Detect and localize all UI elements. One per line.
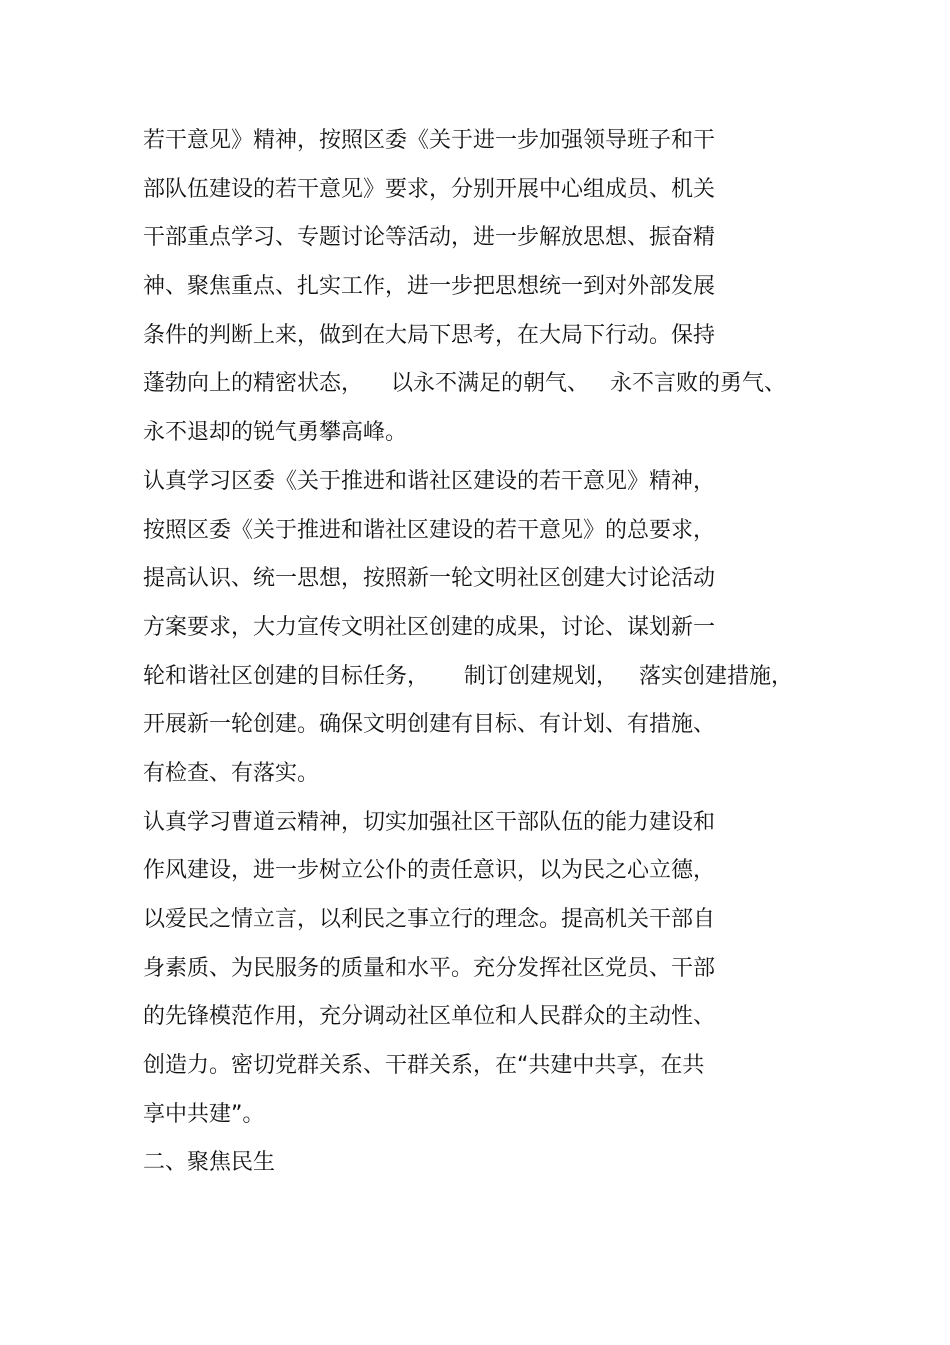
text-line-10: 提高认识、统一思想，按照新一轮文明社区创建大讨论活动 [143,566,716,592]
text-line-13: 开展新一轮创建。确保文明创建有目标、有计划、有措施、 [143,712,716,738]
text-line-7: 永不退却的锐气勇攀高峰。 [143,420,408,446]
text-line-6: 蓬勃向上的精密状态， 以永不满足的朝气、 永不言败的勇气、 [143,371,786,397]
text-line-11: 方案要求，大力宣传文明社区创建的成果，讨论、谋划新一 [143,614,716,640]
text-line-20: 创造力。密切党群关系、干群关系，在“共建中共享，在共 [143,1053,705,1079]
text-line-17: 以爱民之情立言，以利民之事立行的理念。提高机关干部自 [143,907,716,932]
text-line-19: 的先锋模范作用，充分调动社区单位和人民群众的主动性、 [143,1004,716,1030]
text-line-18: 身素质、为民服务的质量和水平。充分发挥社区党员、干部 [143,955,716,981]
text-line-1: 若干意见》精神，按照区委《关于进一步加强领导班子和干 [143,128,716,153]
text-line-5: 条件的判断上来，做到在大局下思考，在大局下行动。保持 [143,322,716,348]
text-line-15: 认真学习曹道云精神，切实加强社区干部队伍的能力建设和 [143,809,716,835]
text-line-14: 有检查、有落实。 [143,760,320,786]
text-line-4: 神、聚焦重点、扎实工作，进一步把思想统一到对外部发展 [143,274,716,300]
text-line-2: 部队伍建设的若干意见》要求，分别开展中心组成员、机关 [143,176,716,202]
text-line-12: 轮和谐社区创建的目标任务， 制订创建规划， 落实创建措施， [143,663,793,689]
text-line-3: 干部重点学习、专题讨论等活动，进一步解放思想、振奋精 [143,225,716,251]
document-body [143,117,843,1188]
section-heading: 二、聚焦民生 [143,1150,276,1176]
text-line-8: 认真学习区委《关于推进和谐社区建设的若干意见》精神， [143,468,716,494]
text-line-16: 作风建设，进一步树立公仆的责任意识，以为民之心立德， [143,858,716,884]
text-line-9: 按照区委《关于推进和谐社区建设的若干意见》的总要求， [143,517,716,543]
text-line-21: 享中共建”。 [143,1101,265,1127]
